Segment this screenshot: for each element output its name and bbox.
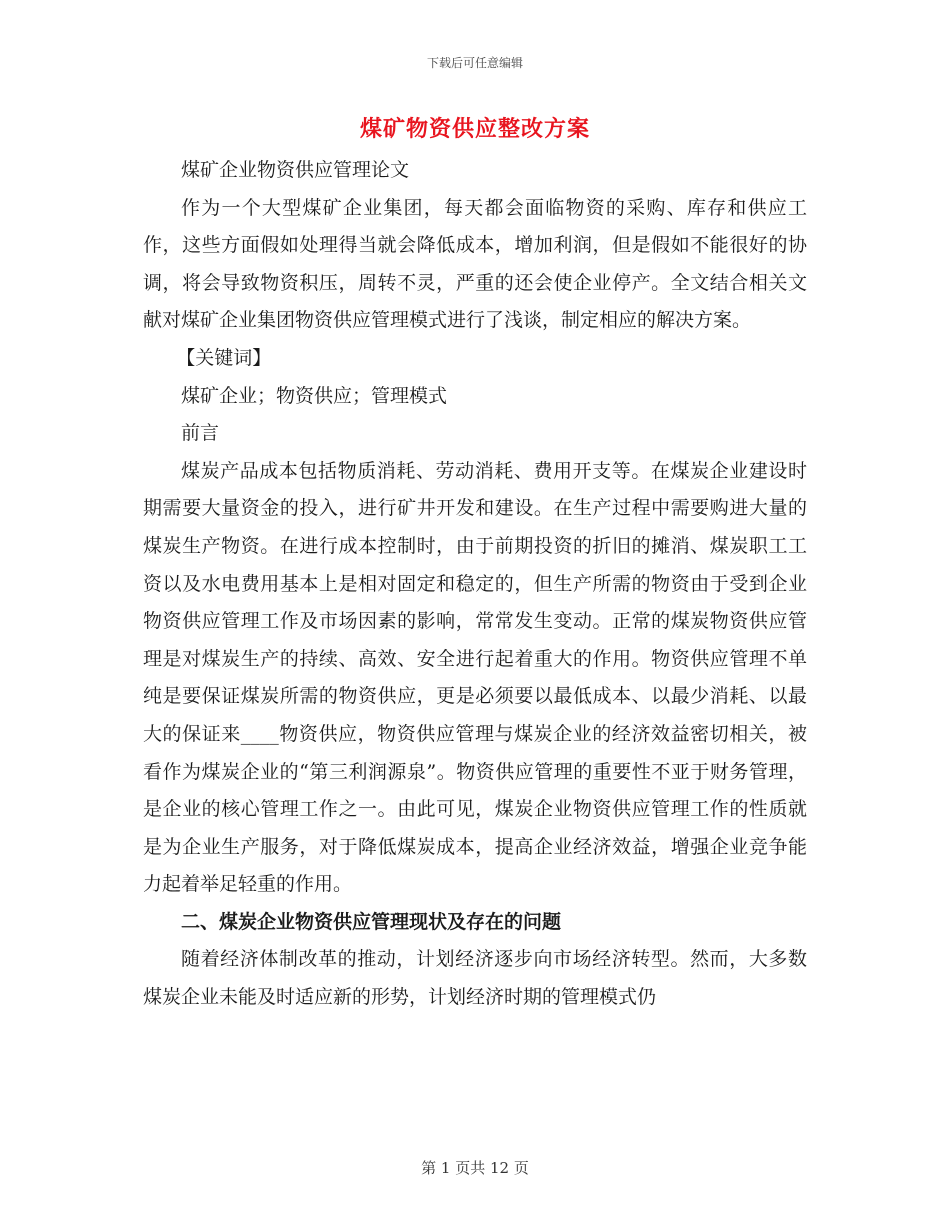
section-heading: 二、煤炭企业物资供应管理现状及存在的问题 [181,910,562,933]
header-note: 下载后可任意编辑 [426,56,523,70]
paragraph-subtitle: 煤矿企业物资供应管理论文 [181,159,410,181]
paragraph-preface: 煤炭产品成本包括物质消耗、劳动消耗、费用开支等。在煤炭企业建设时期需要大量资金的投入，进行矿井开发和建设。在生产过程中需要购进大量的煤炭生产物资。在进行成本控制时，由于前期投资的折旧的摊消、煤炭职工工资以及水电费用基本上是相对固定和稳定的，但生产所需的物资由于受到企业物资供应管理工作及市场因素的影响，常常发生变动。正常的煤炭物资供应管理是对煤炭生产的持续、高效、安全进行起着重大的作用。物资供应管理不单纯是要保证煤炭所需的物资供应，更是必须要以最低成本、以最少消耗、以最大的保证来____物资供应，物资供应管理与煤炭企业的经济效益密切相关，被看作为煤炭企业的“第三利润源泉”。物资供应管理的重要性不亚于财务管理，是企业的核心管理工作之一。由此可见，煤炭企业物资供应管理工作的性质就是为企业生产服务，对于降低煤炭成本，提高企业经济效益，增强企业竞争能力起着举足轻重的作用。 [143,459,807,896]
paragraph-abstract: 作为一个大型煤矿企业集团，每天都会面临物资的采购、库存和供应工作，这些方面假如处理得当就会降低成本，增加利润，但是假如不能很好的协调，将会导致物资积压，周转不灵，严重的还会使企业停产。全文结合相关文献对煤矿企业集团物资供应管理模式进行了浅谈，制定相应的解决方案。 [143,196,807,332]
paragraph-preface-heading: 前言 [181,422,220,445]
document-body [143,152,807,1017]
paragraph-keywords-label: 【关键词】 [176,346,272,369]
paragraph-section: 随着经济体制改革的推动，计划经济逐步向市场经济转型。然而，大多数煤炭企业未能及时适应新的形势，计划经济时期的管理模式仍 [143,948,807,1009]
document-title: 煤矿物资供应整改方案 [359,116,590,142]
paragraph-keywords: 煤矿企业；物资供应；管理模式 [181,384,448,407]
page-number: 第 1 页共 12 页 [421,1159,529,1177]
